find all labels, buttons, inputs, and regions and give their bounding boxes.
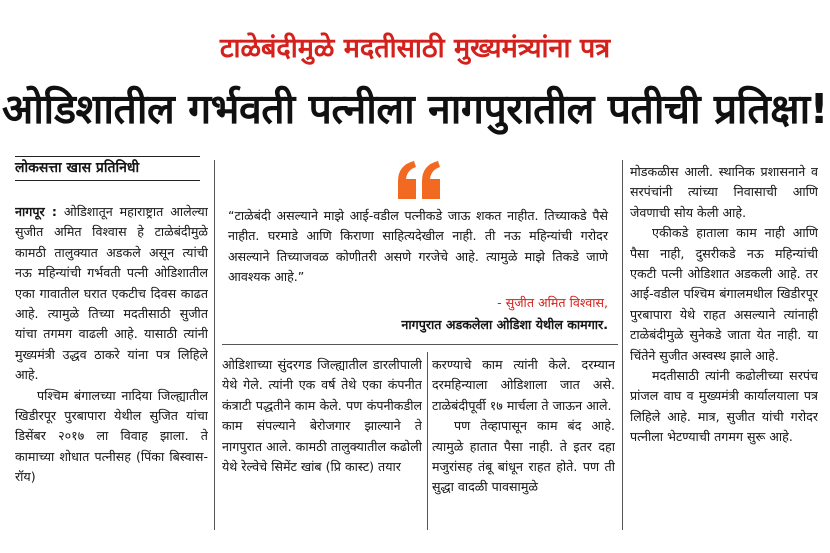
dateline: नागपूर : [15, 204, 57, 219]
column-3-paragraph-2: पण तेव्हापासून काम बंद आहे. त्यामुळे हातात पैसा नाही. ते इतर दहा मजुरांसह तंबू बांधून राहत होते. पण ती सुद्धा वादळी पावसामुळे [432, 418, 615, 495]
column-4-paragraph-1: मोडकळीस आली. स्थानिक प्रशासनाने व सरपंचांनी त्यांच्या निवासाची आणि जेवणाची सोय केली आहे. [630, 164, 818, 220]
article-byline: लोकसत्ता खास प्रतिनिधी [15, 160, 140, 176]
column-1-paragraph-2: पश्चिम बंगालच्या नादिया जिल्ह्यातील खिडीरपूर पुरबापारा येथील सुजित यांचा डिसेंबर २०१७ ला विवाह झाला. ते कामाच्या शोधात पत्नीसह (पिंका बिस्वास-रॉय) [15, 387, 208, 485]
column-1 [15, 202, 208, 528]
column-4-paragraph-2: एकीकडे हाताला काम नाही आणि पैसा नाही, दुसरीकडे नऊ महिन्यांची एकटी पत्नी ओडिशात अडकली आहे. तर आई-वडील पश्चिम बंगालमधील खिडीरपूर पुरबापारा येथे राहत असल्याने त्यांनाही टाळेबंदीमुळे सुनेकडे जाता येत नाही. या चिंतेने सुजीत अस्वस्थ झाले आहे. [630, 225, 818, 363]
pull-quote-author-description: नागपुरात अडकलेला ओडिशा येथील कामगार. [401, 317, 608, 332]
pull-quote-text: “टाळेबंदी असल्याने माझे आई-वडील पत्नीकडे जाऊ शकत नाहीत. तिच्याकडे पैसे नाहीत. घरमाडे आणि किराणा साहित्यदेखील नाही. ती नऊ महिन्यांची गरोदर असल्याने तिच्याजवळ कोणीतरी असणे गरजेचे आहे. त्यामुळे माझे तिकडे जाणे आवश्यक आहे.” [228, 208, 608, 285]
column-2-paragraph-1: ओडिशाच्या सुंदरगड जिल्ह्यातील डारलीपाली येथे गेले. त्यांनी एक वर्ष तेथे एका कंपनीत कंत्राटी पद्धतीने काम केले. पण कंपनीकडील काम संपल्याने बेरोजगार झाल्याने ते नागपुरात आले. कामठी तालुक्यातील कढोली येथे रेल्वेचे सिमेंट खांब (प्रि कास्ट) तयार [222, 357, 422, 475]
column-3 [432, 355, 615, 530]
column-4-paragraph-3: मदतीसाठी त्यांनी कढोलीच्या सरपंच प्रांजल वाघ व मुख्यमंत्री कार्यालयाला पत्र लिहिले आहे. मात्र, सुजीत यांची गरोदर पत्नीला भेटण्याची तगमग सुरू आहे. [630, 368, 818, 445]
article-headline: ओडिशातील गर्भवती पत्नीला नागपुरातील पतीची प्रतिक्षा! [2, 85, 828, 133]
column-divider-3 [622, 160, 623, 530]
quote-divider [222, 344, 618, 345]
column-2 [222, 355, 422, 530]
article-kicker: टाळेबंदीमुळे मदतीसाठी मुख्यमंत्र्यांना पत्र [219, 33, 611, 64]
quote-icon [396, 159, 442, 201]
byline-bottom-rule [15, 180, 200, 181]
column-1-paragraph-1 [15, 202, 208, 386]
column-divider-1 [214, 160, 215, 530]
pull-quote-author: - सुजीत अमित विश्वास, [497, 295, 608, 310]
column-divider-2 [427, 352, 428, 530]
column-1-text-1: ओडिशातून महाराष्ट्रात आलेल्या सुजीत अमित विश्वास हे टाळेबंदीमुळे कामठी तालुक्यात अडकले असून त्यांची नऊ महिन्यांची गर्भवती पत्नी ओडिशातील एका गावातील घरात एकटीच दिवस काढत आहे. त्यामुळे तिच्या मदतीसाठी सुजीत यांचा तगमग वाढली आहे. यासाठी त्यांनी मुख्यमंत्री उद्धव ठाकरे यांना पत्र लिहिले आहे. [15, 204, 208, 383]
column-4 [630, 162, 818, 528]
column-3-paragraph-1: करण्याचे काम त्यांनी केले. दरम्यान दरमहिन्याला ओडिशाला जात असे. टाळेबंदीपूर्वी १७ मार्चला ते जाऊन आले. [432, 357, 615, 413]
